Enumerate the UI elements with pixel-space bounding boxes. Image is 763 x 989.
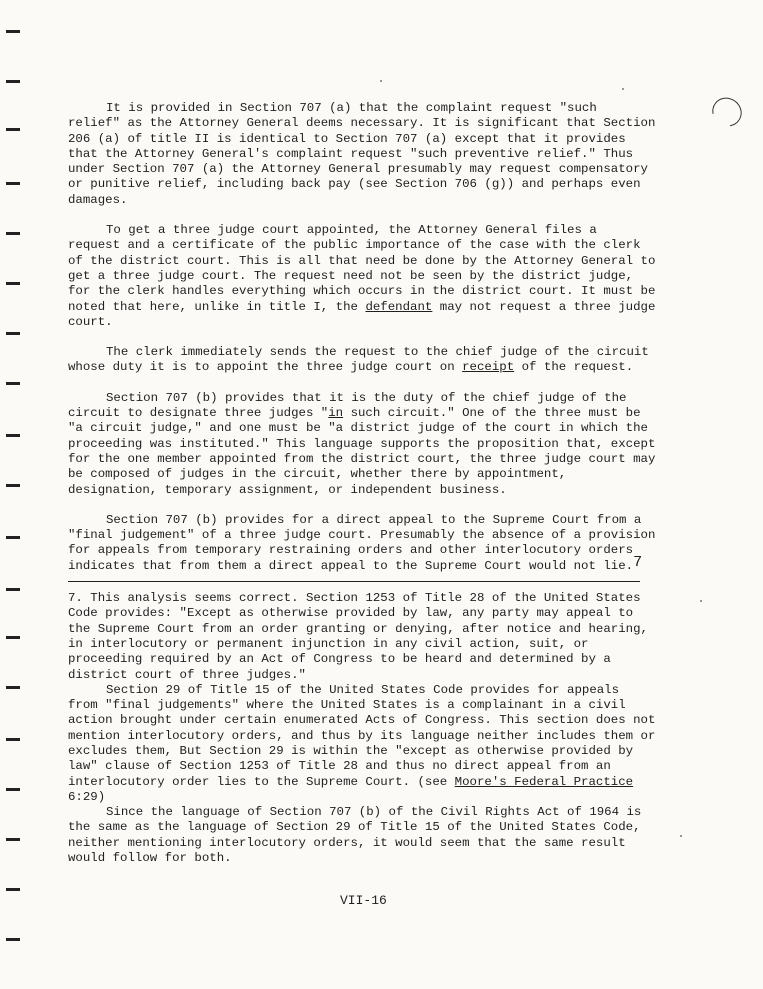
underlined-word: in	[328, 406, 344, 421]
punch-mark	[6, 888, 20, 891]
punch-mark	[6, 536, 20, 539]
scan-speck	[680, 835, 682, 837]
punch-mark	[6, 838, 20, 841]
punch-mark	[6, 232, 20, 235]
underlined-word: receipt	[462, 360, 515, 375]
punch-mark	[6, 128, 20, 131]
footnote-paragraph: 7. This analysis seems correct. Section 1253 of Title 28 of the United States Code provides: "Except as otherwise provided by law, any party may appeal to the Supreme Court from an order granting or denying, after notice and hearing, in interlocutory or permanent injunction in any civil action, suit, or proceeding required by an Act of Congress to be heard and determined by a district court of three judges."	[68, 591, 648, 682]
footnote-paragraph: Section 29 of Title 15 of the United States Code provides for appeals from "final judgements" where the United States is a complainant in a civil action brought under certain enumerated Acts of Congress. This section does not mention interlocutory orders, and thus by its language neither includes them or excludes them, But Section 29 is within the "except as otherwise provided by law" clause of Section 1253 of Title 28 and thus no direct appeal from an interlocutory order lies to the Supreme Court. (see Moore's Federal Practice 6:29)	[68, 682, 656, 804]
punch-mark	[6, 182, 20, 185]
footnote-marker: 7	[633, 553, 643, 571]
punch-mark	[6, 434, 20, 437]
paragraph-relief: It is provided in Section 707 (a) that the complaint request "such relief" as the Attorney General deems necessary. It is significant that Section 206 (a) of title II is identical to Section 707 (a) except that it provides that the Attorney General's complaint request "such preventive relief." Thus under Section 707 (a) the Attorney General presumably may request compensatory or punitive relief, including back pay (see Section 706 (g)) and perhaps even damages.	[68, 101, 656, 207]
paragraph-direct-appeal: Section 707 (b) provides for a direct appeal to the Supreme Court from a "final judgement" of a three judge court. Presumably the absence of a provision for appeals from temporary restraining orders and other interlocutory orders indicates that from them a direct appeal to the Supreme Court would not lie.$^7$	[68, 512, 656, 573]
punch-mark	[6, 636, 20, 639]
punch-mark	[6, 382, 20, 385]
punch-mark	[6, 686, 20, 689]
scan-speck	[380, 80, 382, 82]
underlined-word: defendant	[365, 299, 433, 314]
punch-mark	[6, 938, 20, 941]
page-number: VII-16	[340, 893, 387, 908]
pen-mark	[707, 92, 748, 132]
punch-mark	[6, 30, 20, 33]
footnote-divider	[68, 581, 640, 582]
scan-speck	[700, 600, 702, 602]
punch-mark	[6, 738, 20, 741]
punch-mark	[6, 588, 20, 591]
punch-mark	[6, 484, 20, 487]
body-text	[68, 101, 656, 866]
scan-speck	[622, 88, 624, 90]
punch-mark	[6, 80, 20, 83]
paragraph-clerk: The clerk immediately sends the request to the chief judge of the circuit whose duty it is to appoint the three judge court on receipt of the request.	[68, 345, 649, 375]
citation-title: Moore's Federal Practice	[454, 774, 634, 789]
footnote-paragraph: Since the language of Section 707 (b) of the Civil Rights Act of 1964 is the same as the language of Section 29 of Title 15 of the United States Code, neither mentioning interlocutory orders, it would seem that the same result would follow for both.	[68, 805, 642, 866]
paragraph-three-judge-request: To get a three judge court appointed, the Attorney General files a request and a certificate of the public importance of the case with the clerk of the district court. This is all that need be done by the Attorney General to get a three judge court. The request need not be seen by the district judge, for the clerk handles everything which occurs in the district court. It must be noted that here, unlike in title I, the defendant may not request a three judge court.	[68, 223, 656, 329]
paragraph-designation: Section 707 (b) provides that it is the duty of the chief judge of the circuit to designate three judges "in such circuit." One of the three must be "a circuit judge," and one must be "a district judge of the court in which the proceeding was instituted." This language supports the proposition that, except for the one member appointed from the district court, the three judge court may be composed of judges in the circuit, whether there by appointment, designation, temporary assignment, or independent business.	[68, 390, 656, 497]
punch-mark	[6, 788, 20, 791]
punch-mark	[6, 282, 20, 285]
punch-mark	[6, 332, 20, 335]
